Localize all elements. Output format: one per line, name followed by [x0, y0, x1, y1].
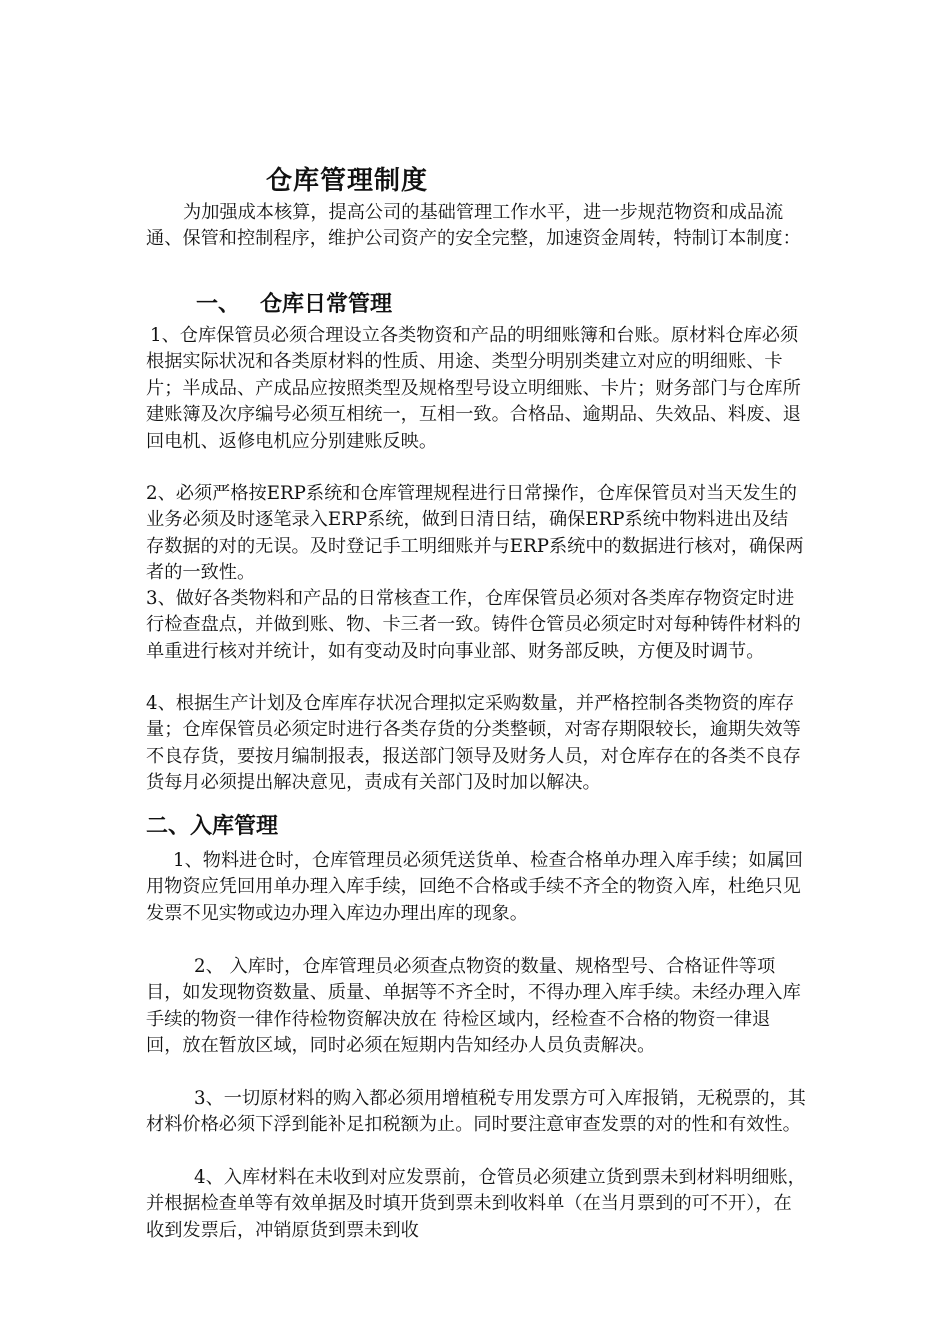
section2-paragraph-3: 3、一切原材料的购入都必须用增植税专用发票方可入库报销，无税票的，其材料价格必须下浮到能补足扣税额为止。同时要注意审查发票的对的性和有效性。 [146, 1088, 806, 1136]
section1-paragraph-2: 2、必须严格按ERP系统和仓库管理规程进行日常操作，仓库保管员对当天发生的业务必须及时逐笔录入ERP系统，做到日清日结，确保ERP系统中物料进出及结存数据的对的无误。及时登记手工明细账并与ERP系统中的数据进行核对，确保两者的一致性。 [146, 483, 804, 584]
section1-number: 一、 [196, 291, 241, 317]
section2-paragraph-4: 4、入库材料在未收到对应发票前，仓管员必须建立货到票未到材料明细账，并根据检查单等有效单据及时填开货到票未到收料单（在当月票到的可不开），在收到发票后，冲销原货到票未到收 [146, 1167, 806, 1241]
intro-paragraph: 为加强成本核算，提高公司的基础管理工作水平，进一步规范物资和成品流通、保管和控制程序，维护公司资产的安全完整，加速资金周转，特制订本制度： [146, 202, 801, 250]
section2-paragraph-2: 2、 入库时，仓库管理员必须查点物资的数量、规格型号、合格证件等项目，如发现物资数量、质量、单据等不齐全时，不得办理入库手续。未经办理入库手续的物资一律作待检物资解决放在 待检区域内，经检查不合格的物资一律退回，放在暂放区域，同时必须在短期内告知经办人员负责解决。 [146, 956, 801, 1057]
section1-paragraph-4: 4、根据生产计划及仓库库存状况合理拟定采购数量，并严格控制各类物资的库存量；仓库保管员必须定时进行各类存货的分类整顿，对寄存期限较长，逾期失效等不良存货，要按月编制报表，报送部门领导及财务人员，对仓库存在的各类不良存货每月必须提出解决意见，责成有关部门及时加以解决。 [146, 693, 801, 794]
section2-paragraph-1: 1、物料进仓时，仓库管理员必须凭送货单、检查合格单办理入库手续；如属回用物资应凭回用单办理入库手续，回绝不合格或手续不齐全的物资入库，杜绝只见发票不见实物或边办理入库边办理出库的现象。 [146, 850, 803, 924]
section2-heading: 二、入库管理 [146, 813, 279, 839]
section1-heading [196, 287, 392, 318]
document-title: 仓库管理制度 [266, 166, 429, 196]
section1-paragraph-1: 1、仓库保管员必须合理设立各类物资和产品的明细账簿和台账。原材料仓库必须根据实际状况和各类原材料的性质、用途、类型分明别类建立对应的明细账、卡片；半成品、产成品应按照类型及规格型号设立明细账、卡片；财务部门与仓库所建账簿及次序编号必须互相统一，互相一致。合格品、逾期品、失效品、料废、退回电机、返修电机应分别建账反映。 [146, 325, 801, 452]
section1-heading-text: 仓库日常管理 [260, 291, 393, 317]
section1-paragraph-3: 3、做好各类物料和产品的日常核查工作，仓库保管员必须对各类库存物资定时进行检查盘点，并做到账、物、卡三者一致。铸件仓管员必须定时对每种铸件材料的单重进行核对并统计，如有变动及时向事业部、财务部反映，方便及时调节。 [146, 588, 801, 662]
